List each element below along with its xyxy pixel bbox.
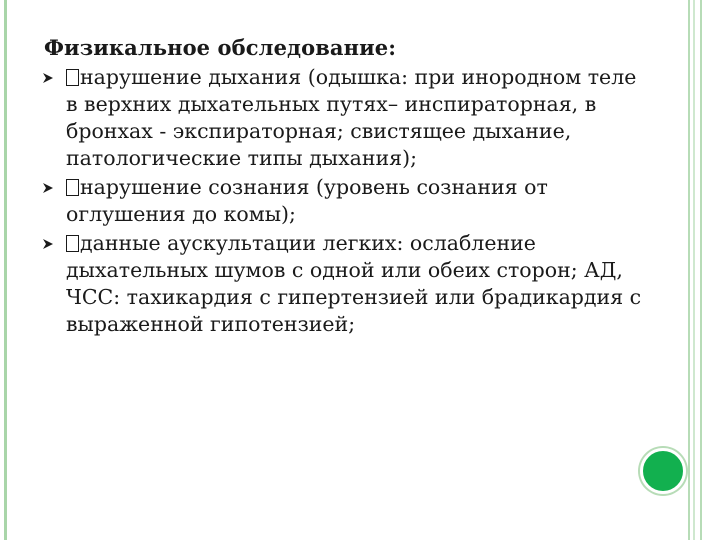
bullet-text: нарушение дыхания (одышка: при инородном теле в верхних дыхательных путях– инспираторная, в бронхах - экспираторная; свистящее дыхание, патологические типы дыхания); — [66, 65, 637, 170]
green-circle-icon — [640, 448, 686, 494]
missing-glyph-box-icon — [66, 69, 79, 86]
slide-content — [44, 34, 644, 340]
arrowhead-bullet-icon — [42, 238, 54, 250]
missing-glyph-box-icon — [66, 179, 79, 196]
bullet-item — [44, 174, 644, 228]
left-frame-line — [4, 0, 7, 540]
bullet-item — [44, 64, 644, 172]
right-frame-band — [688, 0, 702, 540]
bullet-text: нарушение сознания (уровень сознания от оглушения до комы); — [66, 175, 548, 226]
right-frame-inner-line — [693, 0, 695, 540]
bullet-list — [44, 64, 644, 338]
arrowhead-bullet-icon — [42, 72, 54, 84]
bullet-text: данные аускультации легких: ослабление дыхательных шумов с одной или обеих сторон; АД, ЧСС: тахикардия с гипертензией или брадикардия с выраженной гипотензией; — [66, 231, 642, 336]
missing-glyph-box-icon — [66, 235, 79, 252]
arrowhead-bullet-icon — [42, 182, 54, 194]
slide-heading: Физикальное обследование: — [44, 35, 397, 60]
bullet-item — [44, 230, 644, 338]
